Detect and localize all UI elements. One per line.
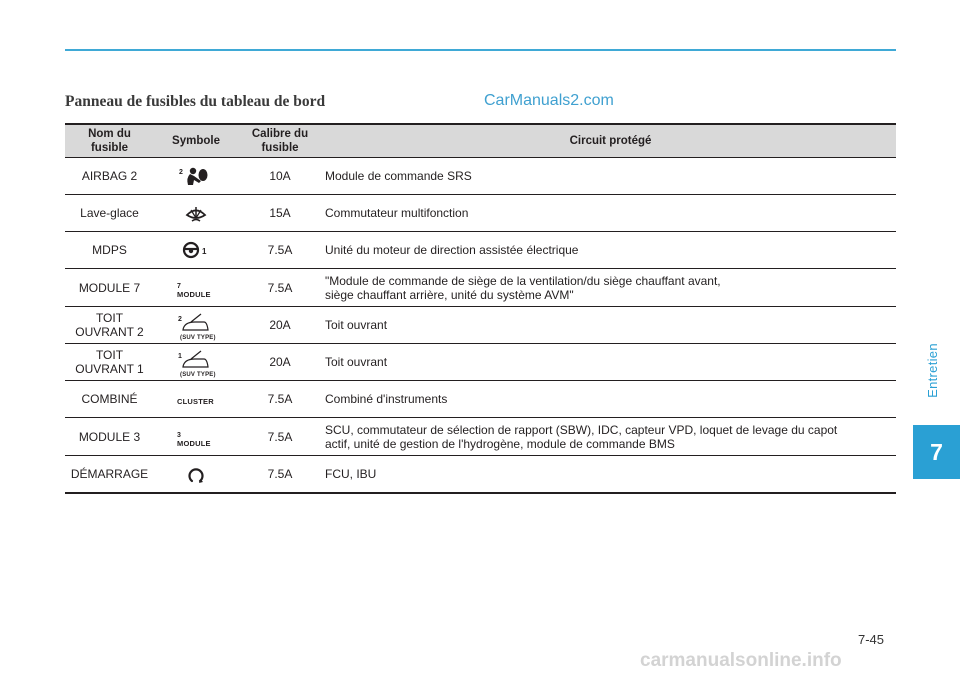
table-row xyxy=(65,456,896,493)
fuse-circuit: Combiné d'instruments xyxy=(322,381,896,418)
fuse-symbol xyxy=(154,195,238,232)
fuse-circuit: SCU, commutateur de sélection de rapport (SBW), IDC, capteur VPD, loquet de levage du capot actif, unité de gestion de l'hydrogène, module de commande BMS xyxy=(322,418,896,456)
fuse-name: TOIT OUVRANT 1 xyxy=(65,344,154,381)
table-row xyxy=(65,307,896,344)
fuse-circuit: FCU, IBU xyxy=(322,456,896,493)
fuse-name: AIRBAG 2 xyxy=(65,158,154,195)
col-header-circuit: Circuit protégé xyxy=(322,124,896,158)
start-icon xyxy=(166,459,226,489)
symbol-text: (SUV TYPE) xyxy=(180,335,216,341)
fuse-circuit: "Module de commande de siège de la ventilation/du siège chauffant avant, siège chauffant arrière, unité du système AVM" xyxy=(322,269,896,307)
symbol-number: 3 xyxy=(177,431,181,439)
fuse-symbol xyxy=(154,269,238,307)
table-row xyxy=(65,418,896,456)
section-title: Panneau de fusibles du tableau de bord xyxy=(65,93,326,110)
side-section-label xyxy=(922,320,942,420)
washer-icon xyxy=(166,198,226,228)
sunroof-2-icon xyxy=(166,310,226,340)
module-7-icon xyxy=(166,273,226,303)
sunroof-1-icon xyxy=(166,347,226,377)
symbol-text: CLUSTER xyxy=(177,397,214,406)
table-row xyxy=(65,344,896,381)
side-section-label-text: Entretien xyxy=(924,342,940,398)
cluster-icon xyxy=(166,384,226,414)
fuse-circuit: Commutateur multifonction xyxy=(322,195,896,232)
fuse-name: TOIT OUVRANT 2 xyxy=(65,307,154,344)
fuse-name: MODULE 3 xyxy=(65,418,154,456)
table-row xyxy=(65,269,896,307)
symbol-number: 2 xyxy=(178,316,182,323)
table-row xyxy=(65,232,896,269)
fuse-rating: 7.5A xyxy=(238,269,322,307)
fuse-circuit: Module de commande SRS xyxy=(322,158,896,195)
symbol-text: MODULE xyxy=(177,289,211,299)
fuse-rating: 20A xyxy=(238,307,322,344)
symbol-number: 1 xyxy=(202,247,207,256)
fuse-symbol xyxy=(154,307,238,344)
top-rule xyxy=(65,49,896,51)
fuse-circuit: Toit ouvrant xyxy=(322,307,896,344)
fuse-rating: 7.5A xyxy=(238,381,322,418)
table-row xyxy=(65,195,896,232)
fuse-symbol xyxy=(154,456,238,493)
table-row xyxy=(65,158,896,195)
symbol-text: MODULE xyxy=(177,438,211,448)
col-header-name-text: Nom du fusible xyxy=(88,128,131,154)
col-header-rating xyxy=(238,124,322,158)
fuse-name: DÉMARRAGE xyxy=(65,456,154,493)
fuse-rating: 7.5A xyxy=(238,232,322,269)
airbag-2-icon xyxy=(166,161,226,191)
fuse-rating: 20A xyxy=(238,344,322,381)
col-header-name xyxy=(65,124,154,158)
fuse-name: Lave-glace xyxy=(65,195,154,232)
watermark-link[interactable]: CarManuals2.com xyxy=(484,92,614,109)
fuse-symbol xyxy=(154,232,238,269)
table-header-row xyxy=(65,124,896,158)
fuse-circuit: Toit ouvrant xyxy=(322,344,896,381)
module-3-icon xyxy=(166,422,226,452)
col-header-symbol: Symbole xyxy=(154,124,238,158)
fuse-symbol xyxy=(154,418,238,456)
fuse-circuit: Unité du moteur de direction assistée électrique xyxy=(322,232,896,269)
page-number: 7-45 xyxy=(858,632,885,647)
fuse-symbol xyxy=(154,381,238,418)
chapter-tab: 7 xyxy=(913,425,960,479)
fuse-name: MODULE 7 xyxy=(65,269,154,307)
fuse-rating: 7.5A xyxy=(238,456,322,493)
fuse-rating: 10A xyxy=(238,158,322,195)
mdps-icon xyxy=(166,235,226,265)
col-header-rating-text: Calibre du fusible xyxy=(251,128,309,154)
table-row xyxy=(65,381,896,418)
footer-watermark: carmanualsonline.info xyxy=(640,650,842,671)
fuse-table xyxy=(65,123,896,494)
symbol-text: (SUV TYPE) xyxy=(180,372,216,378)
symbol-number: 2 xyxy=(179,169,183,176)
fuse-name: COMBINÉ xyxy=(65,381,154,418)
fuse-name: MDPS xyxy=(65,232,154,269)
symbol-number: 1 xyxy=(178,353,182,360)
fuse-rating: 15A xyxy=(238,195,322,232)
fuse-rating: 7.5A xyxy=(238,418,322,456)
fuse-symbol xyxy=(154,158,238,195)
symbol-number: 7 xyxy=(177,282,181,290)
fuse-symbol xyxy=(154,344,238,381)
